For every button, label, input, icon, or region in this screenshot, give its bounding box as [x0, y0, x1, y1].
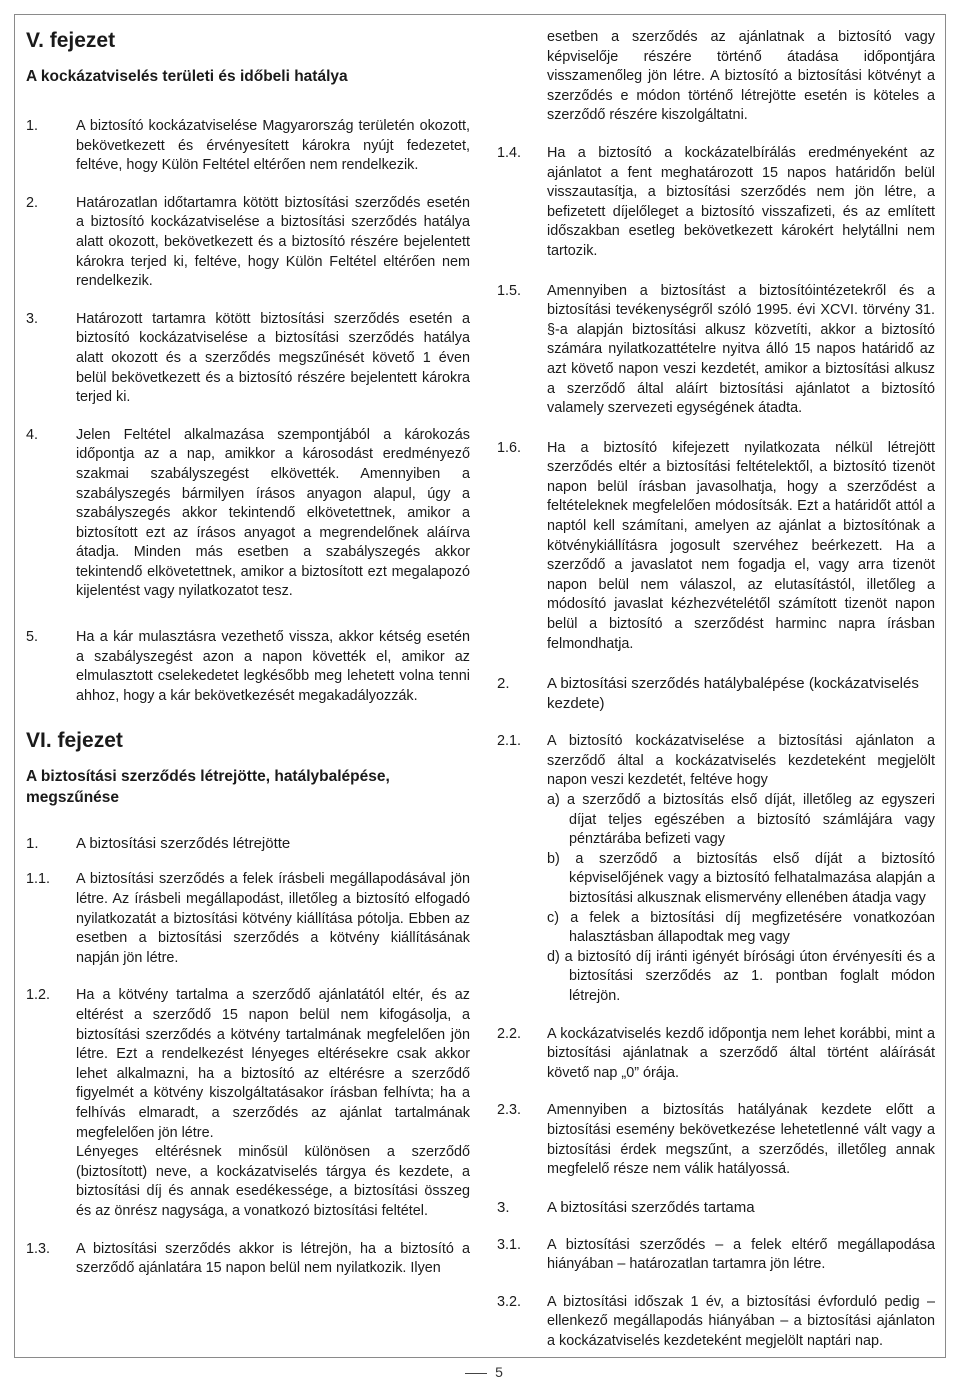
paragraph-2-3 [497, 1101, 935, 1179]
paragraph-text: Amennyiben a biztosítás hatályának kezdete előtt a biztosítási esemény bekövetkezése lehetetlenné vált vagy a biztosítási érdek megszűnt, a szerződés, illetőleg annak megfelelő része nem válik hatályossá. [547, 1102, 935, 1178]
section-3-heading [497, 1198, 935, 1218]
page-number: 5 [495, 1364, 503, 1380]
numbered-paragraph [26, 117, 470, 176]
paragraph-3-1 [497, 1236, 935, 1275]
chapter-5-subtitle: A kockázatviselés területi és időbeli hatálya [26, 68, 348, 85]
paragraph-number: 4. [26, 426, 39, 443]
paragraph-text: Ha a biztosító a kockázatelbírálás eredményeként az ajánlatot a fent meghatározott 15 napos határidőn belül visszautasítja, a biztosítási szerződés nem jön létre, a befizetett díjelőleget a biztosító visszafizeti, és az említett időszakban esetleg bekövetkezett károkért helytállni nem tartozik. [547, 144, 935, 259]
paragraph-text: Ha a biztosító kifejezett nyilatkozata nélkül létrejött szerződés eltér a biztosítási feltételektől, a biztosító tizenöt napon belül írásban javasolhatja, hogy a szerződést a feltételeknek megfelelően módosítsák. Ezt a határidőt attól a naptól kell számítani, amelyen az ajánlat a biztosítónak a kötvénykiállításra jogosult szervéhez beérkezett. Ha a szerződő a javaslatot nem fogadja el, vagy arra tizenöt napon belül nem válaszol, az elutasítástól, illetőleg a módosító javaslat kézhezvételétől számított tizenöt napon belül a biztosító a szerződést harminc napra írásban felmondhatja. [547, 439, 935, 652]
numbered-paragraph [26, 310, 470, 408]
condition-list-item: b) a szerződő a biztosítás első díját a biztosító képviselőjének vagy a biztosító felhatalmazása alapján a biztosítási alkusznak elismervény ellenében átadja vagy [547, 850, 935, 906]
paragraph-body [76, 986, 470, 1221]
condition-list [547, 791, 935, 1007]
condition-list-item: a) a szerződő a biztosítás első díját, illetőleg az egyszeri díjat teljes egészében a biztosító számlájára vagy pénztárába befizeti vagy [547, 792, 935, 848]
right-column [497, 28, 935, 1352]
paragraph-2-2 [497, 1025, 935, 1084]
paragraph-text: A biztosítási időszak 1 év, a biztosítási évforduló pedig – ellenkező megállapodás hiányában – a biztosítási ajánlaton a kockázatviselés kezdeteként megjelölt naptári nap. [547, 1293, 935, 1350]
paragraph-number: 1.1. [26, 871, 51, 888]
paragraph-number: 2.3. [497, 1102, 522, 1119]
paragraph-number: 5. [26, 629, 39, 646]
paragraph-text: Határozatlan időtartamra kötött biztosítási szerződés esetén a biztosító kockázatviselése a biztosítási szerződés hatálya alatt okozott, bekövetkezett és a biztosító részére bejelentett károkra terjed ki, feltéve, hogy Külön Feltétel eltérően nem rendelkezik. [76, 194, 470, 290]
paragraph-text: Jelen Feltétel alkalmazása szempontjából a károkozás időpontja az a nap, amikkor a károsodást eredményező szakmai szabályszegést elkövették. Amennyiben a szabályszegés bármilyen írásos anyagon alapul, úgy a szabályszegés akkor tekintendő elkövetettnek, amikor a biztosított ezt az írásos anyagot a megrendelőnek aláírva átadja. Minden más esetben a szabályszegés akkor tekintendő elkövetettnek, amikor a biztosított ezt megalapozó kijelentést vagy nyilatkozatot tesz. [76, 426, 470, 600]
section-number: 1. [26, 835, 39, 853]
section-2-heading [497, 674, 935, 714]
paragraph-text: A biztosító kockázatviselése Magyarország területén okozott, bekövetkezett és érvényesített károkra nyújt fedezetet, feltéve, hogy Külön Feltétel eltérően nem rendelkezik. [76, 118, 470, 174]
numbered-paragraph [497, 282, 935, 419]
left-column [26, 28, 470, 1279]
paragraph-text: A biztosítási szerződés – a felek eltérő megállapodása hiányában – határozatlan tartamra jön létre. [547, 1236, 935, 1273]
paragraph-text: A kockázatviselés kezdő időpontja nem lehet korábbi, mint a biztosítási ajánlatnak a szerződő által történt aláírását követő nap „0” órája. [547, 1025, 935, 1081]
paragraph-1-1 [26, 870, 470, 968]
paragraph-number: 2.1. [497, 733, 522, 750]
paragraph-text: Ha a kötvény tartalma a szerződő ajánlatától eltér, és az eltérést a szerződő 15 napon belül nem kifogásolja, a biztosítási szerződés a kötvény tartalmának megfelelően jön létre. Ezt a rendelkezést lényeges eltérésekre csak akkor lehet alkalmazni, ha a biztosító az eltérésre a szerződő figyelmét a kötvény kiszolgáltatásakor írásban felhívta; ha a felhívás elmaradt, a szerződés az ajánlat tartalmának megfelelően jön létre. [76, 987, 470, 1141]
footer-dash [465, 1373, 487, 1374]
numbered-paragraph [26, 628, 470, 706]
paragraph-text: Amennyiben a biztosítást a biztosítóintézetekről és a biztosítási tevékenységről szóló 1995. évi XCVI. törvény 31. §-a alapján biztosítási alkusz közvetíti, akkor a biztosító számára nyilatkozattételre nyitva álló 15 napos határidő az azt követő napon veszi kezdetét, amikor a biztosítási alkusz a szerződő által aláírt biztosítási ajánlatot a biztosító valamely szervezeti egységének átadta. [547, 282, 935, 417]
paragraph-text: Ha a kár mulasztásra vezethető vissza, akkor kétség esetén a szabályszegést azon a napon követték el, amikor az elmulasztott cselekedetet legkésőbb meg lehetett volna tenni ahhoz, hogy a kár bekövetkezését megakadályozzák. [76, 629, 470, 704]
paragraph-3-2 [497, 1293, 935, 1352]
paragraph-number: 1.5. [497, 282, 522, 299]
paragraph-number: 1.2. [26, 987, 51, 1004]
section-number: 3. [497, 1198, 510, 1216]
paragraph-text: A biztosítási szerződés akkor is létrejön, ha a biztosító a szerződő ajánlatára 15 napon belül nem nyilatkozik. Ilyen [76, 1240, 470, 1277]
paragraph-number: 3. [26, 310, 39, 327]
paragraph-number: 2.2. [497, 1025, 522, 1042]
paragraph-1-3-continued [497, 28, 935, 126]
section-1-heading [26, 834, 470, 854]
chapter-5-items [26, 117, 470, 706]
numbered-paragraph [26, 426, 470, 602]
chapter-6-subtitle: A biztosítási szerződés létrejötte, hatálybalépése, megszűnése [26, 768, 390, 807]
paragraph-body [547, 732, 935, 1006]
paragraph-text: Határozott tartamra kötött biztosítási szerződés esetén a biztosító kockázatviselése a biztosítási szerződés hatálya alatt okozott és a szerződés megszűnését követő 1 éven belül bekövetkezett és a biztosító részére bejelentett károkra terjed ki. [76, 310, 470, 406]
paragraph-number: 2. [26, 194, 39, 211]
section-title: A biztosítási szerződés tartama [547, 1198, 755, 1216]
paragraph-number-empty [497, 28, 547, 126]
section-title: A biztosítási szerződés létrejötte [76, 835, 291, 853]
numbered-paragraph [497, 439, 935, 655]
paragraphs-1-4-to-1-6 [497, 144, 935, 654]
paragraph-1-2 [26, 986, 470, 1221]
chapter-6-title: VI. fejezet [26, 729, 123, 753]
paragraph-text: Lényeges eltérésnek minősül különösen a szerződő (biztosított) neve, a kockázatviselés tárgya és kezdete, a biztosítási díj és annak esedékessége, a biztosítási összeg és az önrész nagysága, a vonatkozó biztosítási feltétel. [76, 1144, 470, 1219]
condition-list-item: d) a biztosító díj iránti igényét bírósági úton érvényesíti és a biztosítási szerződés az 1. pontban foglalt módon létrejön. [547, 948, 935, 1004]
numbered-paragraph [26, 194, 470, 292]
numbered-paragraph [497, 144, 935, 262]
paragraph-number: 3.2. [497, 1293, 522, 1310]
paragraph-text: esetben a szerződés az ajánlatnak a biztosító vagy képviselője részére történő átadása időpontjára visszamenőleg jön létre. A biztosító a biztosítási kötvényt a szerződés e módon történő létrejötte esetén is köteles a szerződő részére kiszolgáltatni. [547, 29, 935, 124]
paragraph-text: A biztosító kockázatviselése a biztosítási ajánlaton a szerződő által a kockázatviselés kezdeteként megjelölt napon veszi kezdetét, feltéve hogy [547, 733, 935, 789]
paragraph-number: 1.3. [26, 1240, 51, 1257]
paragraph-number: 1. [26, 118, 39, 134]
chapter-5-title: V. fejezet [26, 29, 116, 52]
section-title: A biztosítási szerződés hatálybalépése (kockázatviselés kezdete) [547, 675, 919, 713]
paragraph-1-3 [26, 1240, 470, 1279]
paragraph-number: 1.6. [497, 439, 522, 456]
paragraph-2-1 [497, 732, 935, 1006]
page-footer [0, 1364, 960, 1380]
paragraph-number: 1.4. [497, 144, 522, 161]
paragraph-text: A biztosítási szerződés a felek írásbeli megállapodásával jön létre. Az írásbeli megállapodást, illetőleg a biztosító elfogadó nyilatkozatát a biztosítási kötvény kiállítása pótolja. Ebben az esetben a biztosítási szerződés a kötvény kiállításának napján jön létre. [76, 871, 470, 966]
paragraph-number: 3.1. [497, 1236, 522, 1253]
section-number: 2. [497, 675, 510, 693]
condition-list-item: c) a felek a biztosítási díj megfizetésére vonatkozóan halasztásban állapodtak meg vagy [547, 909, 935, 946]
